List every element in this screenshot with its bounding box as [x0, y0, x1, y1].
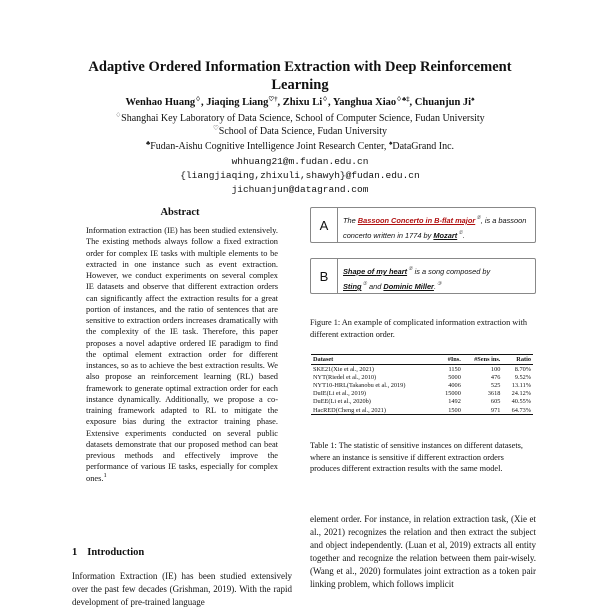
figure-panel-a: [310, 207, 536, 243]
panel-text: Shape of my heart② is a song composed by Sting① and Dominic Miller.③: [343, 266, 491, 291]
table-caption: Table 1: The statistic of sensitive instances on different datasets, where an instance is sensitive if different extraction orders produces different extraction results with the same model.: [310, 441, 523, 473]
author: Yanghua Xiao♢♣‡: [332, 96, 410, 108]
person-entity: Dominic Miller: [383, 282, 434, 291]
right-column-body: element order. For instance, in relation extraction task, (Xie et al., 2021) recognizes the relation and then extract the subject and object independently. (Luan et al, 2019) extracts all entity together and recognize the relation between them pair-wisely. (Wang et al., 2020) formulates joint extraction as a token pair linking problem, which follows implicit: [310, 514, 536, 589]
author: Chuanjun Ji♠: [414, 96, 475, 108]
email: jichuanjun@datagrand.com: [231, 184, 369, 195]
author: Jiaqing Liang♡†: [206, 96, 278, 108]
email: {liangjiaqing,zhixuli,shawyh}@fudan.edu.cn: [180, 170, 420, 181]
work-entity: Shape of my heart: [343, 267, 408, 276]
table-row: DuEE(Li et al., 2020b) 1492 605 40.55%: [313, 398, 531, 406]
abstract-body: Information extraction (IE) has been studied extensively. The existing methods always follow a fixed extraction order for complex IE tasks with multiple elements to be extracted in one instance such as event extraction. However, we conduct experiments on several complex IE datasets and observe that different extraction orders can significantly affect the extraction results for a great portion of instances, and the ratio of sentences that are sensitive to extraction orders increases dramatically with the complexity of the IE task. Therefore, this paper proposes a novel adaptive ordered IE paradigm to find the optimal element extraction order for different instances, so as to achieve the best extraction results. We also propose an reinforcement learning (RL) based framework to generate optimal extraction order for each instance dynamically. Additionally, we propose a co-training framework adapted to RL to mitigate the exposure bias during the extractor training phase. Extensive experiments conducted on several public datasets demonstrate that our proposed method can beat previous methods and effectively improve the performance of various IE tasks, especially for complex ones.$^1$: [86, 226, 278, 483]
table-row: SKE21(Xie et al., 2021) 1150 100 8.70%: [313, 365, 531, 373]
affiliation: ♢Shanghai Key Laboratory of Data Science, School of Computer Science, Fudan University: [115, 112, 485, 124]
column-header: #Ins.: [447, 356, 461, 363]
panel-letter: B: [311, 259, 338, 293]
table-row: HacRED(Cheng et al., 2021) 1500 971 64.73%: [313, 406, 531, 414]
abstract-heading: Abstract: [160, 207, 200, 218]
footnote-mark: 1: [103, 471, 107, 479]
table-header-row: [311, 355, 533, 365]
author: Wenhao Huang♢: [125, 96, 201, 108]
head-entity: Bassoon Concerto in B-flat major: [357, 216, 476, 225]
table-row: NYT(Riedel et al., 2010) 5000 476 9.52%: [313, 373, 531, 381]
introduction-body: Information Extraction (IE) has been studied extensively over the past few decades (Grishman, 2019). With the rapid development of pre-trained language: [72, 571, 292, 607]
author: Zhixu Li♢: [282, 96, 328, 108]
panel-text: The Bassoon Concerto in B-flat major②, is a bassoon concerto written in 1774 by Mozart①.: [343, 215, 527, 240]
email: whhuang21@m.fudan.edu.cn: [231, 156, 369, 167]
panel-letter: A: [311, 208, 338, 242]
table-row: DuIE(Li et al., 2019) 15000 3618 24.12%: [313, 390, 531, 398]
affiliation: ♡School of Data Science, Fudan University: [212, 125, 388, 137]
figure-panel-b: [310, 258, 536, 294]
tail-entity: Mozart: [433, 231, 458, 240]
affiliation: ♣Fudan-Aishu Cognitive Intelligence Joint Research Center, ♠DataGrand Inc.: [145, 140, 455, 152]
paper-title: Adaptive Ordered Information Extraction with Deep Reinforcement Learning: [88, 59, 512, 93]
person-entity: Sting: [343, 282, 362, 291]
column-header: #Sens ins.: [474, 356, 501, 363]
column-header: Dataset: [313, 356, 334, 363]
figure-caption: Figure 1: An example of complicated information extraction with different extraction order.: [310, 318, 528, 339]
column-header: Ratio: [516, 356, 531, 363]
statistics-table: [311, 354, 533, 415]
table-row: NYT10-HRL(Takanobu et al., 2019) 4006 525 13.11%: [313, 381, 531, 389]
section-heading: 1 Introduction: [72, 547, 145, 558]
author-list: Wenhao Huang♢, Jiaqing Liang♡†, Zhixu Li♢, Yanghua Xiao♢♣‡, Chuanjun Ji♠: [125, 96, 475, 108]
